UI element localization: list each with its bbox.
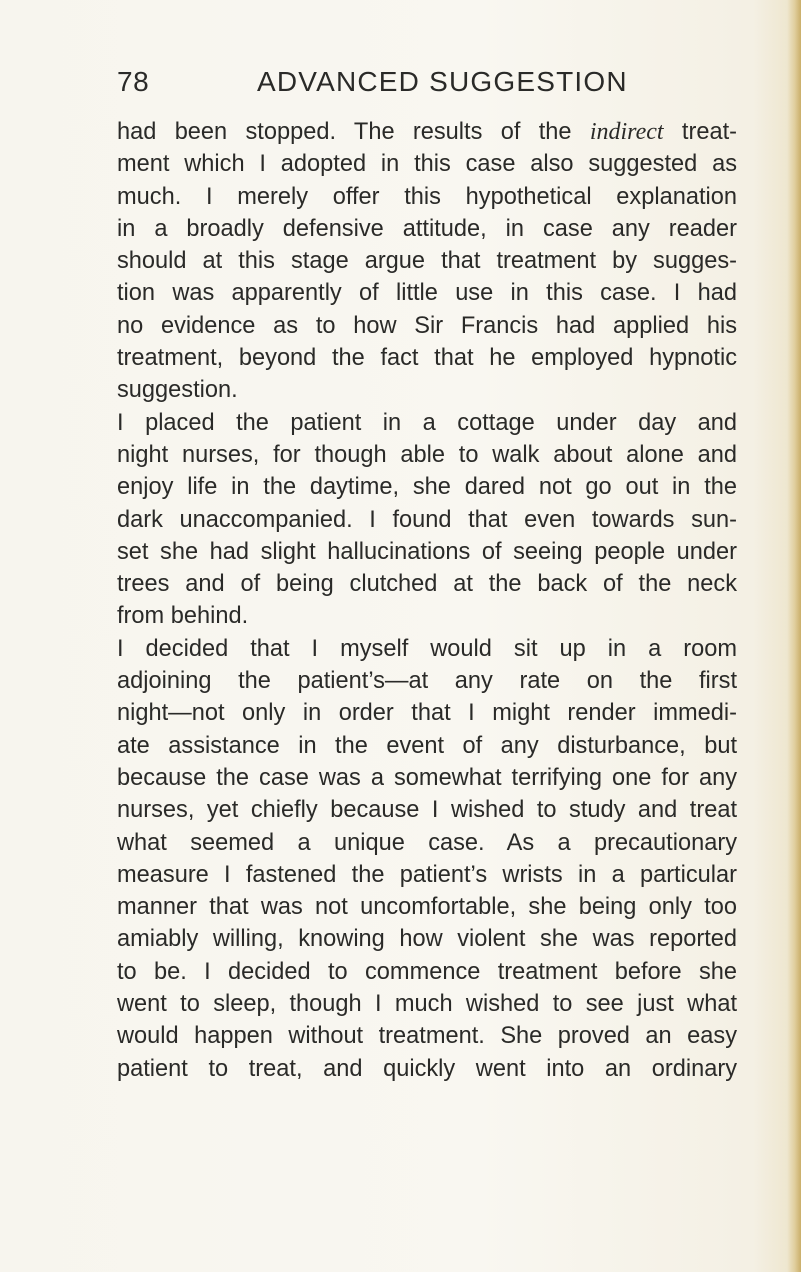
- text-line: to be. I decided to commence treatment before she: [117, 958, 737, 985]
- text-line: trees and of being clutched at the back of the neck: [117, 571, 737, 598]
- page-edge-shading: [787, 0, 801, 1272]
- text-line: from behind.: [117, 603, 249, 630]
- text-line: dark unaccompanied. I found that even towards sun-: [117, 506, 737, 533]
- text-segment: treat-: [663, 119, 738, 145]
- text-line: enjoy life in the daytime, she dared not go out in the: [117, 474, 737, 501]
- text-line: nurses, yet chiefly because I wished to study and treat: [117, 797, 737, 824]
- body-text: [117, 116, 737, 1085]
- paragraph-start-line: I placed the patient in a cottage under day and: [117, 409, 737, 436]
- paragraph-start-line: I decided that I myself would sit up in a room: [117, 635, 737, 662]
- text-line: set she had slight hallucinations of seeing people under: [117, 538, 737, 565]
- page-number: 78: [117, 66, 150, 97]
- text-line: night—not only in order that I might render immedi-: [117, 700, 737, 727]
- text-line: manner that was not uncomfortable, she being only too: [117, 894, 737, 921]
- text-line: ment which I adopted in this case also suggested as: [117, 151, 737, 178]
- text-line: much. I merely offer this hypothetical explanation: [117, 183, 737, 210]
- text-line: suggestion.: [117, 377, 238, 404]
- text-line: [117, 116, 737, 148]
- text-line: adjoining the patient’s—at any rate on the first: [117, 668, 737, 695]
- text-line: would happen without treatment. She proved an easy: [117, 1023, 737, 1050]
- text-line: measure I fastened the patient’s wrists in a particular: [117, 861, 737, 888]
- text-line: in a broadly defensive attitude, in case any reader: [117, 215, 737, 242]
- text-line: no evidence as to how Sir Francis had applied his: [117, 312, 737, 339]
- italic-word: indirect: [589, 119, 664, 145]
- text-line: treatment, beyond the fact that he employed hypnotic: [117, 345, 737, 372]
- text-line: what seemed a unique case. As a precautionary: [117, 829, 737, 856]
- text-line: night nurses, for though able to walk about alone and: [117, 441, 737, 468]
- text-line: tion was apparently of little use in this case. I had: [117, 280, 737, 307]
- text-segment: had been stopped. The results of the: [117, 119, 590, 145]
- text-line: patient to treat, and quickly went into an ordinary: [117, 1055, 737, 1082]
- text-line: ate assistance in the event of any disturbance, but: [117, 732, 737, 759]
- text-line: went to sleep, though I much wished to see just what: [117, 991, 737, 1018]
- text-line: because the case was a somewhat terrifying one for any: [117, 764, 737, 791]
- text-line: should at this stage argue that treatment by sugges-: [117, 248, 737, 275]
- text-line: amiably willing, knowing how violent she was reported: [117, 926, 737, 953]
- running-head: [117, 64, 737, 100]
- running-title: ADVANCED SUGGESTION: [257, 66, 628, 97]
